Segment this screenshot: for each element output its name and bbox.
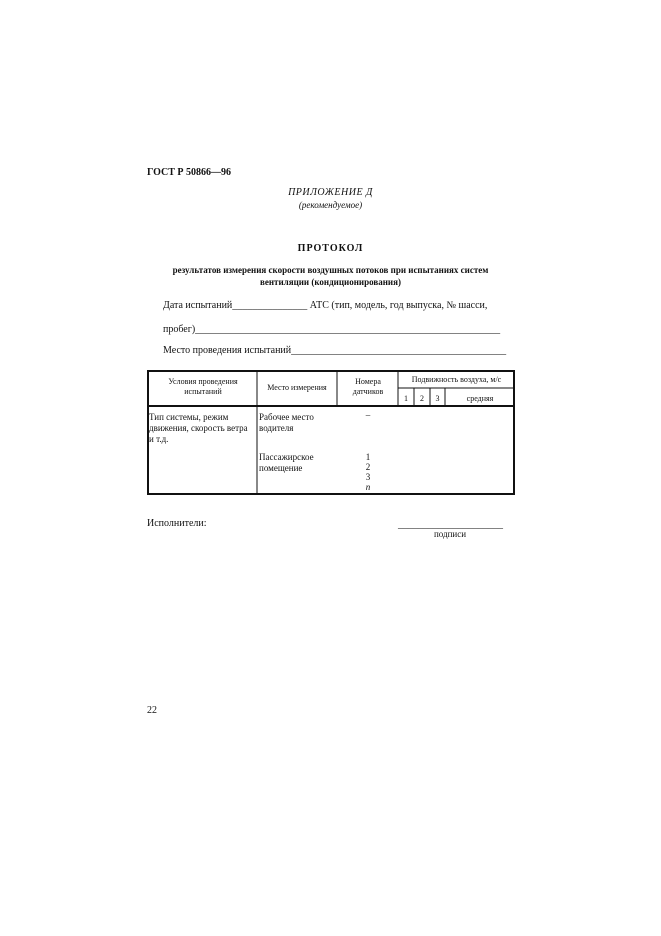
cell-location-passenger: Пассажирское помещение	[259, 452, 314, 473]
test-date-line: Дата испытаний_______________ АТС (тип, модель, год выпуска, № шасси,	[163, 300, 488, 311]
mileage-line: пробег)_____________________________________________________________	[163, 324, 501, 335]
cell-sensor-passenger-n: n	[365, 482, 371, 492]
cell-sensor-driver: –	[365, 410, 371, 420]
cell-location-driver: Рабочее место водителя	[259, 412, 314, 433]
cell-sensor-passenger-1: 1	[365, 452, 371, 462]
cell-sensor-passenger-2: 2	[365, 462, 371, 472]
header-col-1: 1	[404, 394, 408, 403]
signature-line: _____________________	[398, 519, 503, 530]
header-conditions: Условия проведения испытаний	[168, 377, 238, 396]
test-place-line: Место проведения испытаний___________________________________________	[163, 345, 507, 356]
header-sensors: Номера датчиков	[352, 377, 384, 396]
header-location: Место измерения	[267, 383, 327, 392]
protocol-title: ПРОТОКОЛ	[297, 243, 364, 254]
header-col-2: 2	[420, 394, 424, 403]
protocol-subtitle-line2: вентиляции (кондиционирования)	[260, 277, 401, 287]
document-code: ГОСТ Р 50866—96	[147, 167, 232, 178]
cell-test-conditions: Тип системы, режим движения, скорость ветра и т.д.	[149, 412, 248, 444]
appendix-title: ПРИЛОЖЕНИЕ Д	[288, 187, 373, 198]
page-number: 22	[147, 705, 157, 716]
signature-label: подписи	[433, 529, 467, 539]
protocol-subtitle-line1: результатов измерения скорости воздушных потоков при испытаниях систем	[172, 265, 489, 275]
executors-label: Исполнители:	[147, 518, 207, 529]
header-air-mobility: Подвижность воздуха, м/с	[411, 375, 502, 384]
header-average: средняя	[466, 394, 494, 403]
measurement-table	[147, 370, 515, 495]
appendix-subtitle: (рекомендуемое)	[298, 200, 363, 210]
cell-sensor-passenger-3: 3	[365, 472, 371, 482]
header-col-3: 3	[435, 394, 440, 403]
